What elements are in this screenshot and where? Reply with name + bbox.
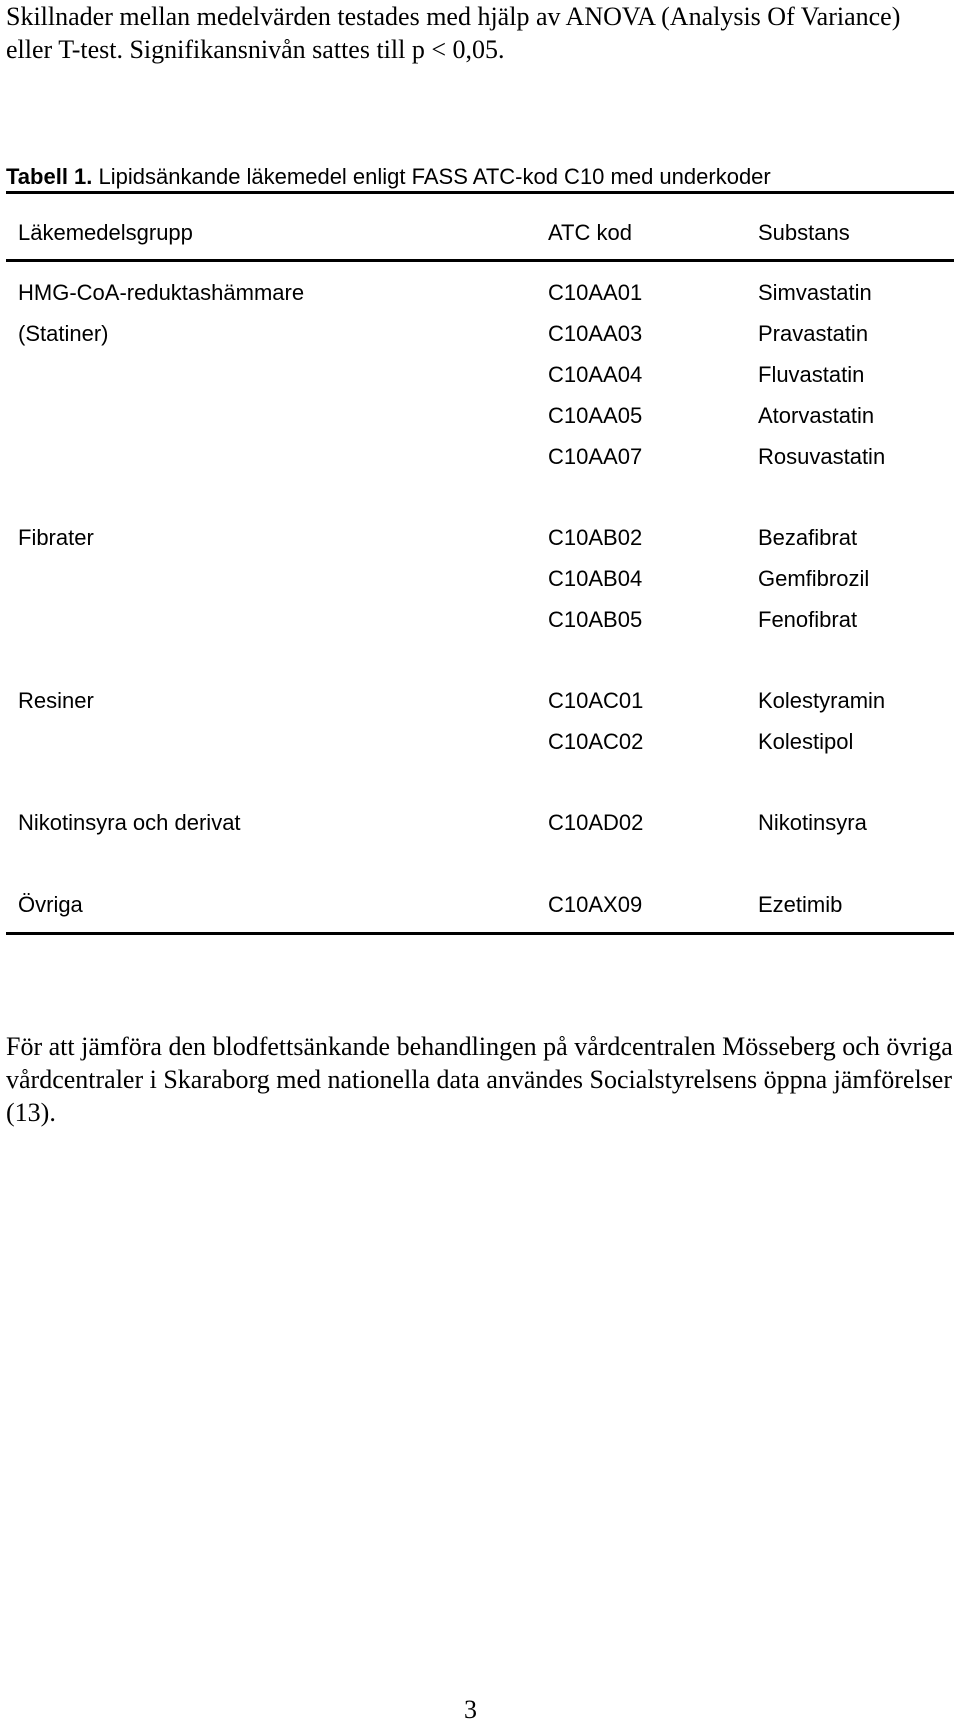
cell-code: C10AC02: [548, 729, 644, 754]
header-group: Läkemedelsgrupp: [18, 220, 193, 245]
cell-code: C10AB05: [548, 607, 643, 632]
cell-group: Nikotinsyra och derivat: [18, 810, 241, 835]
cell-code: C10AA04: [548, 362, 643, 387]
cell-code: C10AA05: [548, 403, 643, 428]
cell-group: Fibrater: [18, 525, 94, 550]
cell-code: C10AD02: [548, 810, 644, 835]
cell-substance: Kolestyramin: [758, 688, 886, 713]
cell-code: C10AA07: [548, 444, 643, 469]
cell-substance: Atorvastatin: [758, 403, 875, 428]
cell-substance: Simvastatin: [758, 280, 872, 305]
cell-substance: Fluvastatin: [758, 362, 865, 387]
cell-group: (Statiner): [18, 321, 109, 346]
cell-group: Resiner: [18, 688, 94, 713]
page-number: 3: [464, 1695, 477, 1724]
table-caption: [6, 164, 771, 190]
cell-code: C10AX09: [548, 892, 643, 917]
cell-code: C10AB04: [548, 566, 643, 591]
cell-substance: Ezetimib: [758, 892, 843, 917]
cell-substance: Pravastatin: [758, 321, 869, 346]
intro-paragraph: Skillnader mellan medelvärden testades med hjälp av ANOVA (Analysis Of Variance) eller T-test. Signifikansnivån sattes till p < 0,05.: [6, 2, 901, 64]
cell-code: C10AA03: [548, 321, 643, 346]
header-atc-code: ATC kod: [548, 220, 632, 245]
cell-substance: Kolestipol: [758, 729, 854, 754]
cell-code: C10AA01: [548, 280, 643, 305]
cell-substance: Bezafibrat: [758, 525, 858, 550]
header-substance: Substans: [758, 220, 850, 245]
cell-group: HMG-CoA-reduktashämmare: [18, 280, 305, 305]
table-bottom-rule: [6, 932, 954, 935]
cell-group: Övriga: [18, 892, 83, 917]
cell-substance: Rosuvastatin: [758, 444, 886, 469]
outro-paragraph: För att jämföra den blodfettsänkande behandlingen på vårdcentralen Mösseberg och övriga vårdcentraler i Skaraborg med nationella data användes Socialstyrelsens öppna jämförelser (13).: [6, 1032, 953, 1127]
cell-substance: Nikotinsyra: [758, 810, 867, 835]
cell-substance: Fenofibrat: [758, 607, 858, 632]
table-caption-label: Tabell 1.: [6, 164, 93, 189]
cell-code: C10AC01: [548, 688, 644, 713]
table-caption-text: Lipidsänkande läkemedel enligt FASS ATC-kod C10 med underkoder: [98, 164, 771, 189]
table-top-rule: [6, 191, 954, 194]
cell-code: C10AB02: [548, 525, 643, 550]
cell-substance: Gemfibrozil: [758, 566, 870, 591]
table-header-rule: [6, 259, 954, 262]
